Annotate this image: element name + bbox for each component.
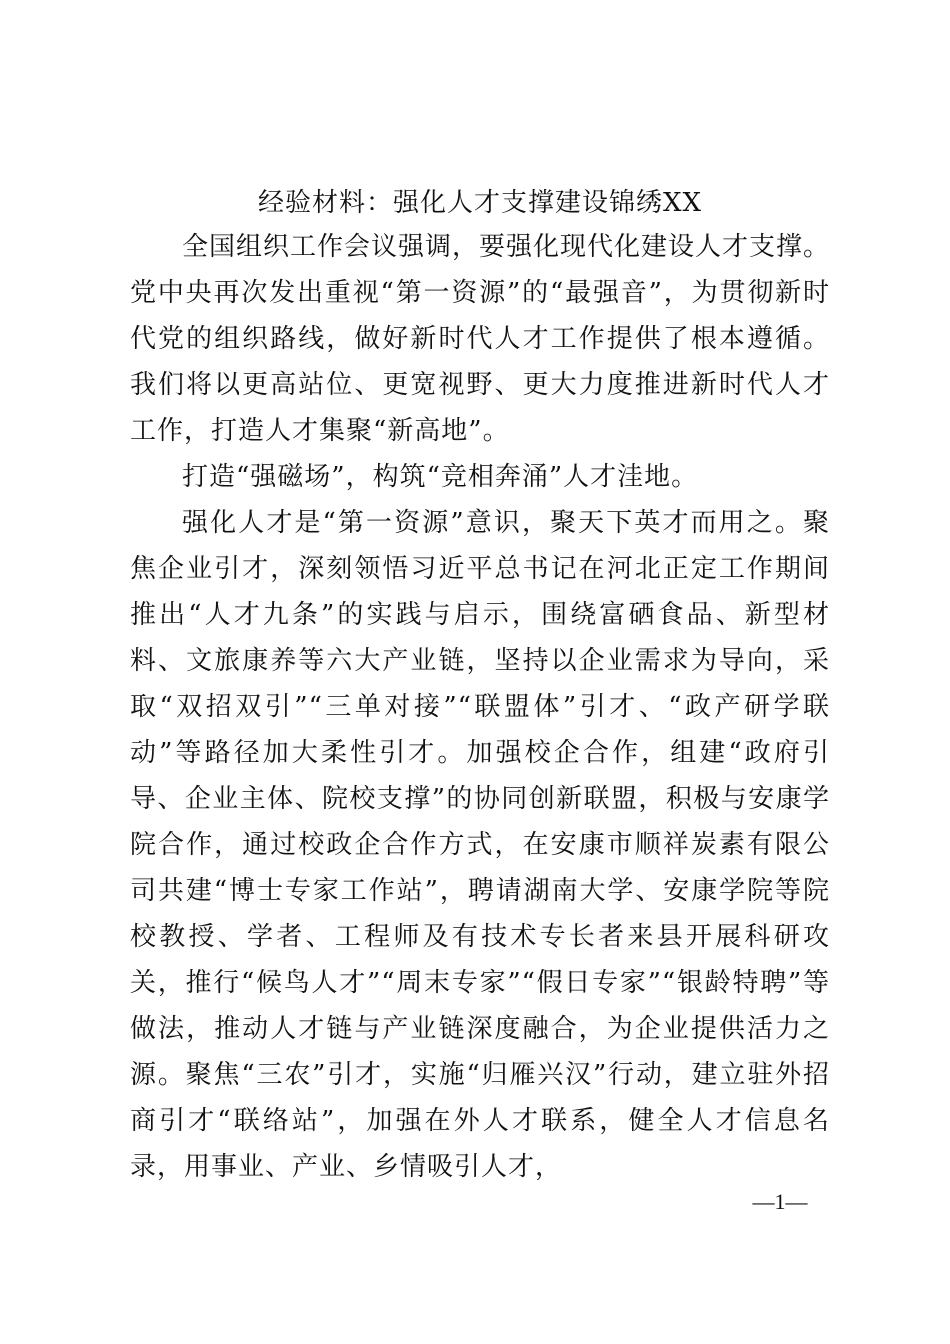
document-body: [130, 224, 830, 1190]
page-number: —1—: [752, 1189, 808, 1214]
paragraph-heading: 打造“强磁场”，构筑“竞相奔涌”人才洼地。: [182, 462, 699, 492]
paragraph-main: 强化人才是“第一资源”意识，聚天下英才而用之。聚焦企业引才，深刻领悟习近平总书记在河北正定工作期间推出“人才九条”的实践与启示，围绕富硒食品、新型材料、文旅康养等六大产业链，坚持以企业需求为导向，采取“双招双引”“三单对接”“联盟体”引才、“政产研学联动”等路径加大柔性引才。加强校企合作，组建“政府引导、企业主体、院校支撑”的协同创新联盟，积极与安康学院合作，通过校政企合作方式，在安康市顺祥炭素有限公司共建“博士专家工作站”，聘请湖南大学、安康学院等院校教授、学者、工程师及有技术专长者来县开展科研攻关，推行“候鸟人才”“周末专家”“假日专家”“银龄特聘”等做法，推动人才链与产业链深度融合，为企业提供活力之源。聚焦“三农”引才，实施“归雁兴汉”行动，建立驻外招商引才“联络站”，加强在外人才联系，健全人才信息名录，用事业、产业、乡情吸引人才，: [130, 508, 830, 1182]
paragraph-intro: 全国组织工作会议强调，要强化现代化建设人才支撑。党中央再次发出重视“第一资源”的“最强音”，为贯彻新时代党的组织路线，做好新时代人才工作提供了根本遵循。我们将以更高站位、更宽视野、更大力度推进新时代人才工作，打造人才集聚“新高地”。: [130, 232, 831, 446]
document-title: 经验材料：强化人才支撑建设锦绣XX: [257, 188, 703, 218]
